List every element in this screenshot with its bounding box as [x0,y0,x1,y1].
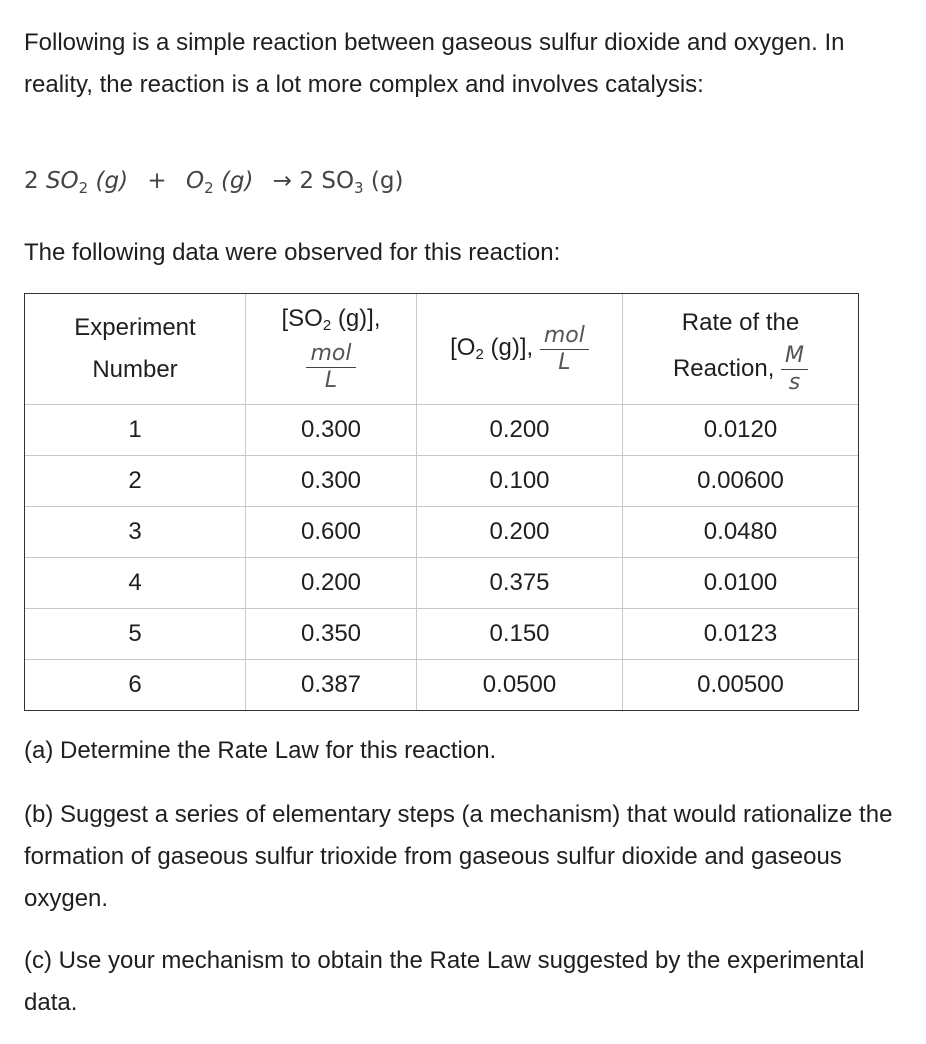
reaction-equation [24,168,403,197]
question-c: (c) Use your mechanism to obtain the Rate Law suggested by the experimental data. [24,947,865,1016]
eq-so3-sub: 3 [354,179,364,197]
eq-coef-1: 2 [24,168,39,194]
question-b: (b) Suggest a series of elementary steps (a mechanism) that would rationalize the formation of gaseous sulfur trioxide from gaseous sulfur dioxide and gaseous oxygen. [24,801,893,912]
eq-coef-3: 2 [299,168,315,194]
cell-rate: 0.00500 [623,660,859,711]
cell-rate: 0.0480 [623,507,859,558]
eq-so2-sub: 2 [78,179,89,197]
table-row [25,507,859,558]
cell-o2: 0.375 [417,558,623,609]
eq-state-1: (g) [95,168,129,194]
table-row [25,609,859,660]
cell-o2: 0.200 [417,507,623,558]
intro-paragraph: Following is a simple reaction between gaseous sulfur dioxide and oxygen. In reality, the reaction is a lot more complex and involves catalysis: [24,29,845,98]
cell-exp: 1 [25,405,246,456]
rate-unit-fraction: $\frac{M}{s}$ [781,343,808,396]
table-row [25,660,859,711]
cell-exp: 5 [25,609,246,660]
cell-exp: 3 [25,507,246,558]
o2-unit-fraction: $\frac{\text{mol}}{L}$ [540,323,589,376]
cell-o2: 0.0500 [417,660,623,711]
eq-so3: SO [321,168,355,194]
eq-state-2: (g) [220,168,254,194]
cell-exp: 2 [25,456,246,507]
cell-so2: 0.387 [246,660,417,711]
table-row [25,456,859,507]
header-experiment: Experiment Number [25,294,246,405]
cell-o2: 0.150 [417,609,623,660]
header-o2-concentration: [$O_2$ (g)], $\frac{\text{mol}}{L}$ [417,294,623,405]
eq-arrow: → [272,168,293,194]
table-row [25,558,859,609]
table-row [25,405,859,456]
cell-so2: 0.200 [246,558,417,609]
cell-o2: 0.100 [417,456,623,507]
data-table [24,293,859,711]
cell-exp: 6 [25,660,246,711]
header-so2-concentration: [$SO_2$ (g)], $\frac{\text{mol}}{L}$ [246,294,417,405]
cell-rate: 0.00600 [623,456,859,507]
cell-exp: 4 [25,558,246,609]
cell-so2: 0.300 [246,405,417,456]
cell-rate: 0.0100 [623,558,859,609]
eq-o2-sub: 2 [204,179,214,197]
eq-state-3: (g) [370,168,404,194]
header-rate: Rate of the Reaction, $\frac{M}{s}$ [623,294,859,405]
observed-paragraph: The following data were observed for this reaction: [24,239,561,266]
cell-rate: 0.0123 [623,609,859,660]
eq-o2: O [185,168,205,194]
cell-o2: 0.200 [417,405,623,456]
cell-rate: 0.0120 [623,405,859,456]
cell-so2: 0.600 [246,507,417,558]
cell-so2: 0.350 [246,609,417,660]
cell-so2: 0.300 [246,456,417,507]
question-a: (a) Determine the Rate Law for this reaction. [24,737,497,764]
so2-unit-fraction: $\frac{\text{mol}}{L}$ [306,341,355,394]
eq-plus: + [147,168,167,194]
eq-so2: SO [45,168,79,194]
table-header-row [25,294,859,405]
